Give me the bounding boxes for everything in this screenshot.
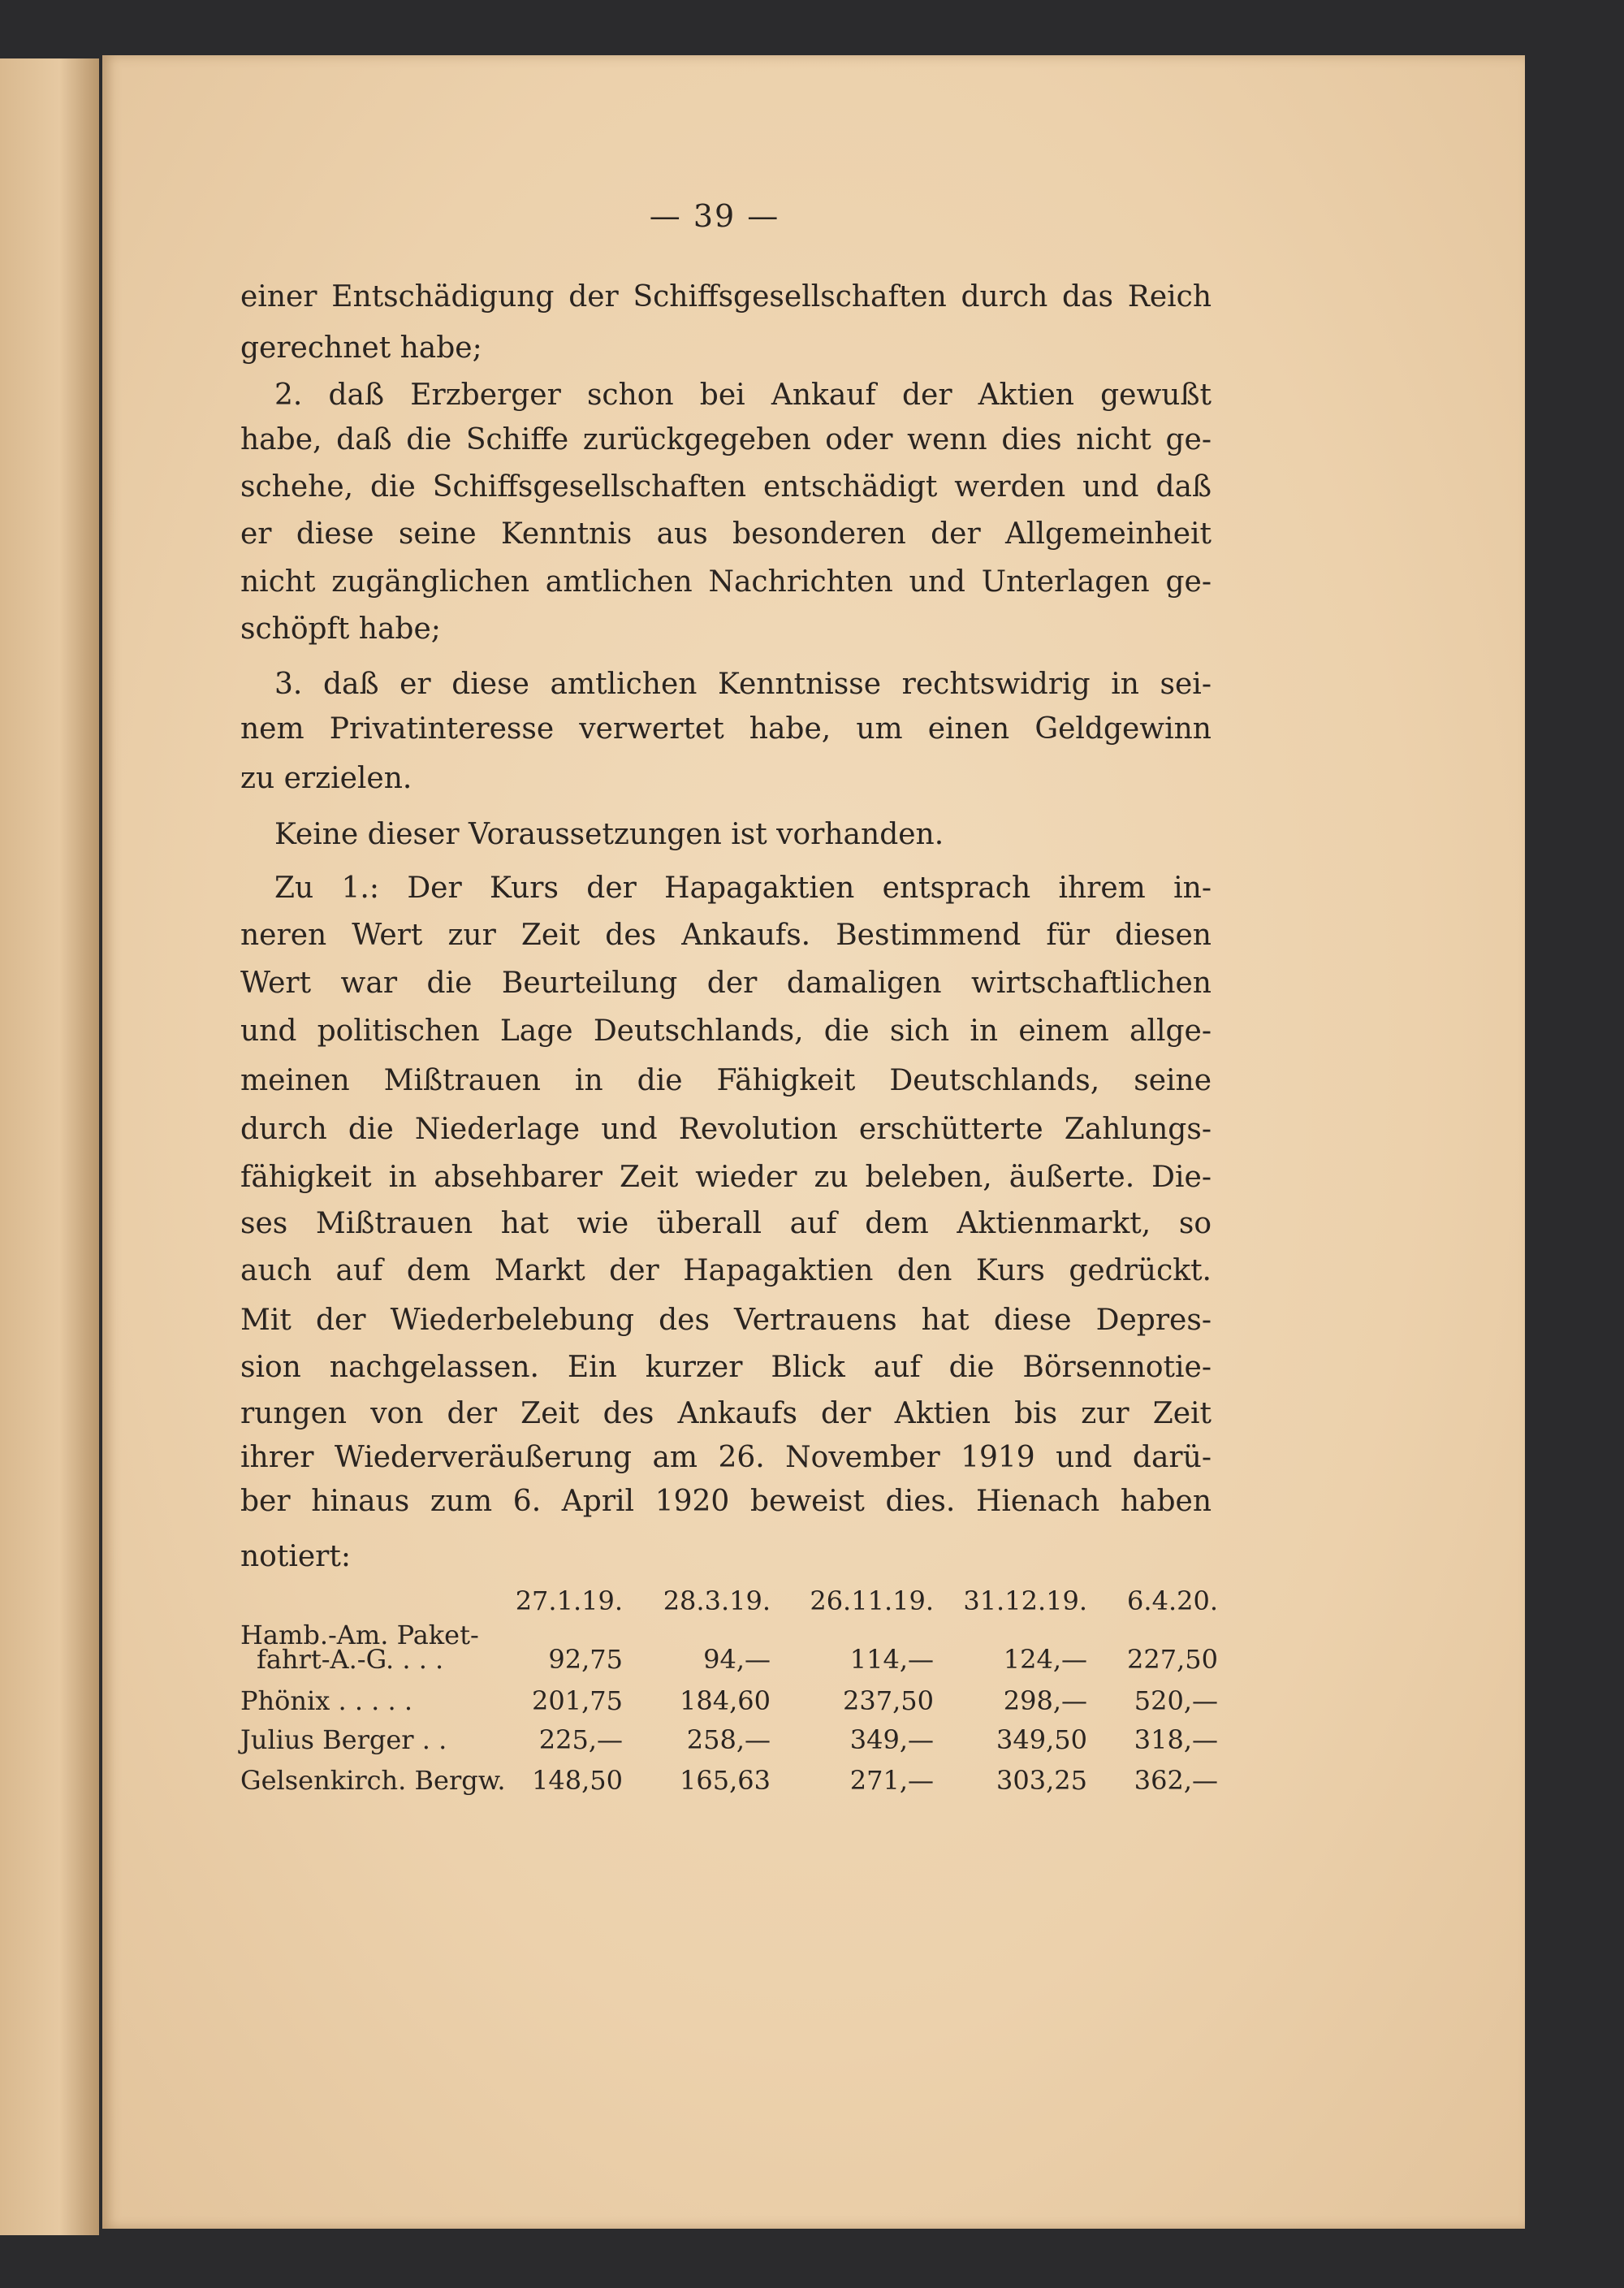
text-line: Zu 1.: Der Kurs der Hapagaktien entsprach ihrem in-	[274, 872, 1212, 905]
text-line: schehe, die Schiffsgesellschaften entschädigt werden und daß	[240, 470, 1212, 504]
row-label: Gelsenkirch. Bergw.	[240, 1765, 506, 1796]
table-cell: 225,—	[538, 1724, 623, 1755]
text-line: ses Mißtrauen hat wie überall auf dem Aktienmarkt, so	[240, 1207, 1212, 1240]
row-label: fahrt-A.-G. . . .	[257, 1644, 444, 1675]
text-line: rungen von der Zeit des Ankaufs der Aktien bis zur Zeit	[240, 1397, 1212, 1430]
text-line: gerechnet habe;	[240, 331, 482, 365]
text-line: meinen Mißtrauen in die Fähigkeit Deutschlands, seine	[240, 1064, 1212, 1097]
column-header: 28.3.19.	[663, 1585, 771, 1616]
text-line: Mit der Wiederbelebung des Vertrauens hat diese Depres-	[240, 1304, 1212, 1337]
table-cell: 148,50	[532, 1765, 623, 1796]
table-cell: 318,—	[1134, 1724, 1218, 1755]
column-header: 6.4.20.	[1127, 1585, 1218, 1616]
table-cell: 165,63	[680, 1765, 771, 1796]
text-line: nicht zugänglichen amtlichen Nachrichten und Unterlagen ge-	[240, 565, 1212, 599]
table-cell: 124,—	[1003, 1644, 1087, 1675]
table-cell: 362,—	[1134, 1765, 1218, 1796]
text-line: auch auf dem Markt der Hapagaktien den Kurs gedrückt.	[240, 1254, 1212, 1287]
table-cell: 237,50	[843, 1685, 934, 1716]
text-line: durch die Niederlage und Revolution erschütterte Zahlungs-	[240, 1113, 1212, 1146]
text-line: ber hinaus zum 6. April 1920 beweist dies. Hienach haben	[240, 1485, 1212, 1518]
table-cell: 94,—	[703, 1644, 771, 1675]
table-cell: 520,—	[1134, 1685, 1218, 1716]
column-header: 26.11.19.	[810, 1585, 934, 1616]
text-line: fähigkeit in absehbarer Zeit wieder zu beleben, äußerte. Die-	[240, 1161, 1212, 1194]
table-cell: 184,60	[680, 1685, 771, 1716]
text-line: einer Entschädigung der Schiffsgesellschaften durch das Reich	[240, 280, 1212, 314]
table-cell: 303,25	[996, 1765, 1087, 1796]
table-cell: 227,50	[1127, 1644, 1218, 1675]
text-line: zu erzielen.	[240, 762, 412, 795]
text-line: 2. daß Erzberger schon bei Ankauf der Aktien gewußt	[274, 378, 1212, 412]
row-label: Julius Berger . .	[240, 1724, 447, 1755]
text-line: schöpft habe;	[240, 612, 441, 646]
table-cell: 114,—	[849, 1644, 934, 1675]
text-line: ihrer Wiederveräußerung am 26. November 1919 und darü-	[240, 1441, 1212, 1474]
table-cell: 349,50	[996, 1724, 1087, 1755]
table-cell: 349,—	[849, 1724, 934, 1755]
table-cell: 298,—	[1003, 1685, 1087, 1716]
page-number: — 39 —	[649, 198, 780, 234]
facing-page-edge	[0, 58, 99, 2235]
column-header: 27.1.19.	[515, 1585, 623, 1616]
text-line: sion nachgelassen. Ein kurzer Blick auf die Börsennotie-	[240, 1351, 1212, 1384]
row-label: Phönix . . . . .	[240, 1685, 413, 1716]
table-cell: 271,—	[849, 1765, 934, 1796]
text-line: nem Privatinteresse verwertet habe, um einen Geldgewinn	[240, 712, 1212, 746]
table-cell: 258,—	[686, 1724, 771, 1755]
text-line: habe, daß die Schiffe zurückgegeben oder wenn dies nicht ge-	[240, 423, 1212, 456]
text-line: und politischen Lage Deutschlands, die sich in einem allge-	[240, 1014, 1212, 1048]
row-label: Hamb.-Am. Paket-	[240, 1620, 479, 1650]
table-cell: 201,75	[532, 1685, 623, 1716]
text-line: notiert:	[240, 1540, 351, 1573]
text-line: Keine dieser Voraussetzungen ist vorhanden.	[274, 818, 944, 851]
text-line: Wert war die Beurteilung der damaligen wirtschaftlichen	[240, 967, 1212, 1000]
text-line: 3. daß er diese amtlichen Kenntnisse rechtswidrig in sei-	[274, 668, 1212, 701]
table-cell: 92,75	[548, 1644, 623, 1675]
text-line: er diese seine Kenntnis aus besonderen der Allgemeinheit	[240, 517, 1212, 551]
text-line: neren Wert zur Zeit des Ankaufs. Bestimmend für diesen	[240, 919, 1212, 952]
column-header: 31.12.19.	[963, 1585, 1087, 1616]
